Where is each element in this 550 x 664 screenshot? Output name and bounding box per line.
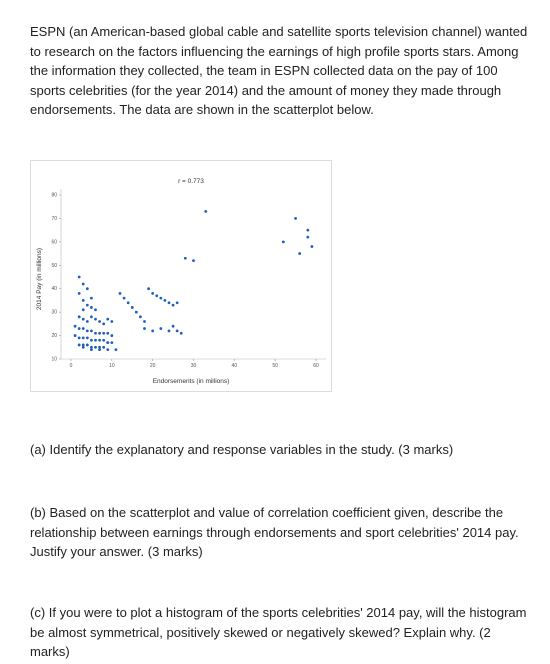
scatter-point <box>86 304 89 307</box>
scatter-point <box>82 308 85 311</box>
x-tick-label: 0 <box>69 363 73 369</box>
scatter-point <box>176 301 179 304</box>
scatter-point <box>168 301 171 304</box>
scatter-point <box>135 311 138 314</box>
scatter-point <box>184 257 187 260</box>
scatter-point <box>172 304 175 307</box>
question-b: (b) Based on the scatterplot and value of correlation coefficient given, describe the relationship between earnings through endorsements and sport celebrities' 2014 pay. Justify your answer. (3 marks) <box>30 505 519 559</box>
scatter-point <box>98 332 101 335</box>
scatter-point <box>151 292 154 295</box>
scatter-point <box>106 332 109 335</box>
data-points <box>74 210 314 351</box>
x-tick-label: 60 <box>313 363 319 369</box>
scatter-point <box>306 229 309 232</box>
scatter-point <box>90 315 93 318</box>
scatterplot-figure <box>30 160 332 392</box>
x-tick-label: 40 <box>231 363 238 369</box>
intro-paragraph: ESPN (an American-based global cable and satellite sports television channel) wanted to research on the factors influencing the earnings of high profile sports stars. Among the information they collected, the team in ESPN collected data on the pay of 100 sports celebrities (for the year 2014) and the amount of money they made through endorsements. The data are shown in the scatterplot below. <box>30 24 528 117</box>
x-axis <box>61 359 326 369</box>
scatter-point <box>106 341 109 344</box>
scatter-point <box>86 329 89 332</box>
scatter-point <box>192 259 195 262</box>
scatter-point <box>294 217 297 220</box>
scatter-point <box>102 339 105 342</box>
y-tick-label: 20 <box>51 333 57 340</box>
scatter-point <box>172 325 175 328</box>
scatter-point <box>78 327 81 330</box>
scatter-point <box>82 318 85 321</box>
scatter-point <box>94 339 97 342</box>
y-tick-label: 30 <box>51 309 57 316</box>
y-tick-label: 60 <box>51 239 57 246</box>
y-axis-label: 2014 Pay (in millions) <box>36 247 43 311</box>
x-tick-label: 30 <box>190 363 197 369</box>
scatter-point <box>168 329 171 332</box>
x-tick-label: 20 <box>149 363 156 369</box>
scatter-point <box>82 327 85 330</box>
scatter-point <box>90 339 93 342</box>
scatter-point <box>94 308 97 311</box>
scatter-point <box>82 299 85 302</box>
scatter-point <box>82 283 85 286</box>
scatter-point <box>78 337 81 340</box>
scatter-point <box>74 334 77 337</box>
y-tick-label: 70 <box>51 215 57 222</box>
scatter-point <box>204 210 207 213</box>
scatter-point <box>306 236 309 239</box>
scatter-point <box>78 315 81 318</box>
question-c: (c) If you were to plot a histogram of the sports celebrities' 2014 pay, will the histogram be almost symmetrical, positively skewed or negatively skewed? Explain why. (2 marks) <box>30 605 527 659</box>
scatter-point <box>90 297 93 300</box>
scatter-point <box>86 320 89 323</box>
scatter-point <box>82 337 85 340</box>
y-tick-label: 10 <box>51 356 57 363</box>
x-tick-label: 10 <box>109 363 115 369</box>
scatter-point <box>102 332 105 335</box>
scatter-point <box>102 322 105 325</box>
chart-title: r = 0.773 <box>178 178 204 185</box>
scatter-point <box>147 287 150 290</box>
scatter-point <box>127 301 130 304</box>
scatter-point <box>98 320 101 323</box>
scatter-point <box>102 346 105 349</box>
scatter-point <box>90 329 93 332</box>
scatter-point <box>94 346 97 349</box>
scatter-point <box>78 344 81 347</box>
scatter-point <box>110 334 113 337</box>
question-a: (a) Identify the explanatory and response variables in the study. (3 marks) <box>30 442 454 457</box>
scatter-point <box>159 297 162 300</box>
scatter-point <box>110 341 113 344</box>
scatter-point <box>143 327 146 330</box>
scatter-point <box>86 337 89 340</box>
scatter-point <box>131 306 134 309</box>
scatter-point <box>311 245 314 248</box>
scatter-point <box>94 332 97 335</box>
scatter-point <box>151 329 154 332</box>
scatter-point <box>164 299 167 302</box>
scatter-point <box>282 240 285 243</box>
scatter-point <box>98 339 101 342</box>
scatter-point <box>159 327 162 330</box>
scatter-point <box>298 252 301 255</box>
y-tick-label: 50 <box>51 262 57 269</box>
y-tick-label: 40 <box>51 286 57 293</box>
x-tick-label: 50 <box>272 363 278 369</box>
scatter-point <box>82 346 85 349</box>
scatter-point <box>90 306 93 309</box>
scatter-point <box>139 315 142 318</box>
scatter-point <box>90 348 93 351</box>
scatter-point <box>180 332 183 335</box>
scatterplot-svg <box>31 161 331 391</box>
scatter-point <box>74 325 77 328</box>
scatter-point <box>143 320 146 323</box>
scatter-point <box>123 297 126 300</box>
scatter-point <box>106 318 109 321</box>
scatter-point <box>78 292 81 295</box>
scatter-point <box>176 329 179 332</box>
scatter-point <box>155 294 158 297</box>
y-axis <box>51 189 61 363</box>
scatter-point <box>86 287 89 290</box>
scatter-point <box>98 348 101 351</box>
scatter-point <box>110 320 113 323</box>
scatter-point <box>78 276 81 279</box>
scatter-point <box>86 344 89 347</box>
y-tick-label: 80 <box>51 192 57 199</box>
x-axis-label: Endorsements (in millions) <box>152 378 230 385</box>
scatter-point <box>94 318 97 321</box>
scatter-point <box>115 348 118 351</box>
scatter-point <box>119 292 122 295</box>
scatter-point <box>106 348 109 351</box>
